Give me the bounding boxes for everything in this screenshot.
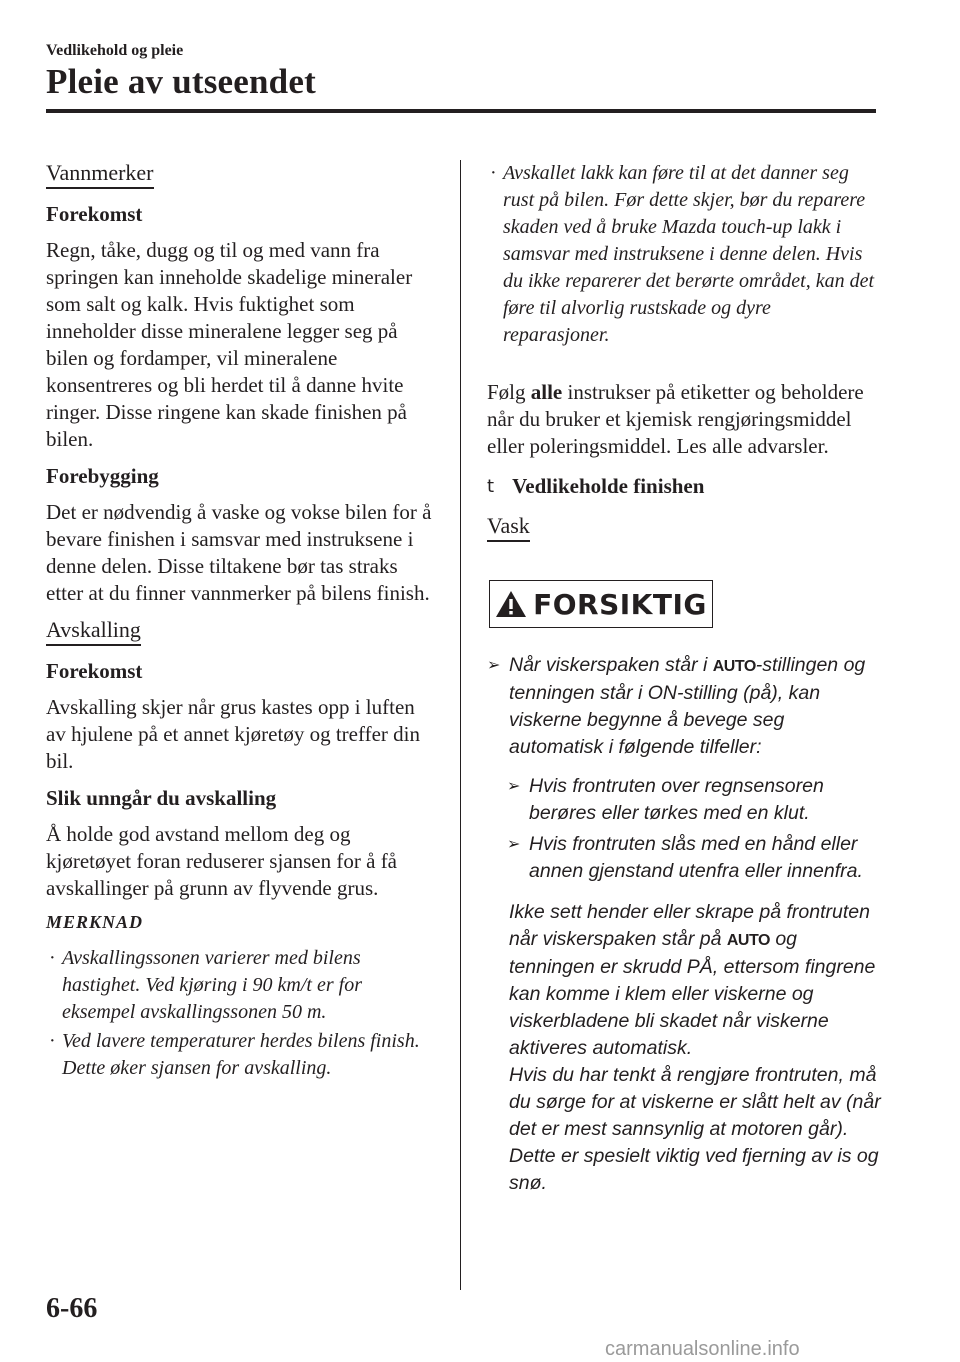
subheading-forebygging: Forebygging [46, 464, 159, 488]
column-divider [460, 160, 461, 1290]
paragraph-unnga: Å holde god avstand mellom deg og kjøretøyet foran reduserer sjansen for å få avskallinger på grunn av flyvende grus. [46, 822, 398, 900]
section-marker: t [487, 476, 495, 497]
paragraph-avskalling: Avskalling skjer når grus kastes opp i luften av hjulene på et annet kjøretøy og treffer din bil. [46, 695, 420, 773]
caution-paragraph: Ikke sett hender eller skrape på frontruten når viskerspaken står på AUTO og tenningen er skrudd PÅ, ettersom fingrene kan komme i klem eller viskerne og viskerbladene bli skadet når viskerne aktiveres automatisk. Hvis du har tenkt å rengjøre frontruten, må du sørge for at viskerne er slått helt av (når det er mest sannsynlig at motoren går). Dette er spesielt viktig ved fjerning av is og snø. [509, 901, 881, 1194]
heading-vannmerker: Vannmerker [46, 160, 154, 189]
arrow-bullet-icon: ➢ [487, 657, 501, 674]
bullet-icon: · [490, 162, 497, 184]
caution-box [489, 580, 713, 628]
auto-label: AUTO [712, 658, 756, 675]
caution-subitem: ➢ Hvis frontruten slås med en hånd eller annen gjenstand utenfra eller innenfra. [507, 833, 863, 882]
left-column [46, 160, 436, 1084]
auto-label: AUTO [726, 932, 770, 949]
bullet-icon: · [49, 947, 56, 969]
arrow-bullet-icon: ➢ [507, 836, 521, 853]
caution-subitem: ➢ Hvis frontruten over regnsensoren berøres eller tørkes med en klut. [507, 775, 824, 824]
note-item: · Ved lavere temperaturer herdes bilens finish. Dette øker sjansen for avskalling. [49, 1030, 420, 1079]
heading-vask: Vask [487, 513, 530, 542]
page-title: Pleie av utseendet [46, 62, 316, 101]
subsection-heading: t Vedlikeholde finishen [487, 474, 705, 498]
right-column [487, 160, 882, 1197]
warning-triangle-icon [495, 589, 527, 619]
paragraph-forekomst: Regn, tåke, dugg og til og med vann fra springen kan inneholde skadelige mineraler som salt og kalk. Hvis fuktighet som inneholder disse mineralene legger seg på bilen og fordamper, vil mineralene konsentreres og bli herdet til å danne hvite ringer. Disse ringene kan skade finishen på bilen. [46, 238, 413, 451]
caution-label: FORSIKTIG [533, 587, 707, 621]
subheading-forekomst-2: Forekomst [46, 659, 143, 683]
note-item: · Avskallingssonen varierer med bilens hastighet. Ved kjøring i 90 km/t er for eksempel avskallingssonen 50 m. [49, 947, 362, 1023]
bullet-icon: · [49, 1030, 56, 1052]
watermark: carmanualsonline.info [605, 1338, 800, 1360]
arrow-bullet-icon: ➢ [507, 778, 521, 795]
heading-avskalling: Avskalling [46, 617, 141, 646]
caution-item: ➢ Når viskerspaken står i AUTO-stillingen og tenningen står i ON-stilling (på), kan viskerne begynne å bevege seg automatisk i følgende tilfeller: [487, 654, 866, 758]
title-rule [46, 109, 876, 113]
page-number: 6-66 [46, 1293, 98, 1324]
subheading-unnga: Slik unngår du avskalling [46, 786, 277, 810]
note-heading: MERKNAD [46, 912, 144, 932]
paragraph-forebygging: Det er nødvendig å vaske og vokse bilen for å bevare finishen i samsvar med instruksene i denne delen. Disse tiltakene bør tas straks etter at du finner vannmerker på bilens finish. [46, 500, 432, 605]
note-item: · Avskallet lakk kan føre til at det danner seg rust på bilen. Før dette skjer, bør du reparere skaden ved å bruke Mazda touch-up lakk i samsvar med instruksene i denne delen. Hvis du ikke reparerer det berørte området, kan det føre til alvorlig rustskade og dyre reparasjoner. [490, 162, 875, 346]
paragraph-chemicals: Følg alle instrukser på etiketter og beholdere når du bruker et kjemisk rengjøringsmiddel eller poleringsmiddel. Les alle advarsler. [487, 380, 864, 458]
section-label: Vedlikehold og pleie [46, 42, 184, 59]
subheading-forekomst: Forekomst [46, 202, 143, 226]
